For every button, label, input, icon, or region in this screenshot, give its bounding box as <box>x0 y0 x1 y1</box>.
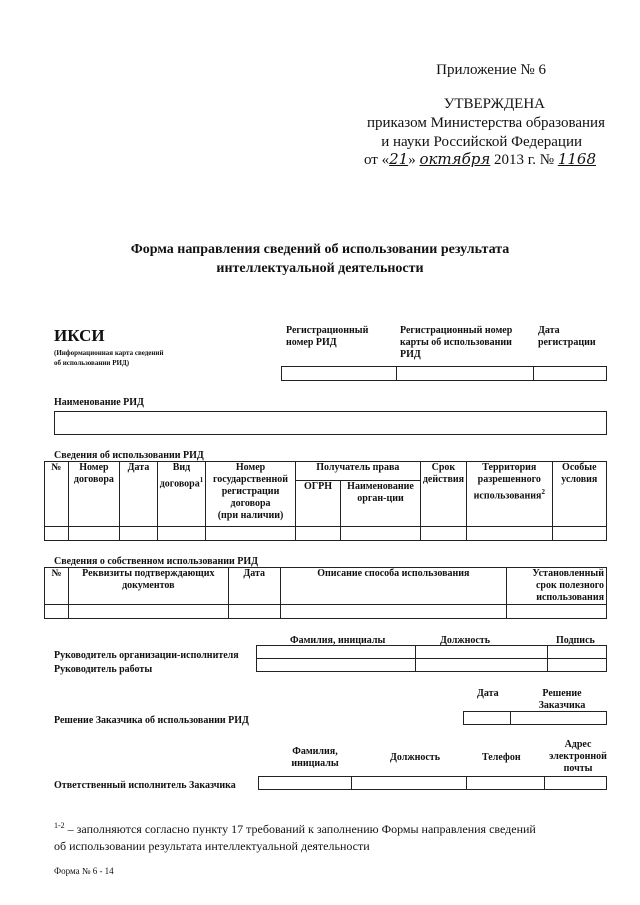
usage-h-num: № <box>45 462 69 527</box>
heads-h-signature: Подпись <box>556 635 595 646</box>
usage-h-term: Срок действия <box>420 462 466 527</box>
heads-h-position: Должность <box>440 635 491 646</box>
own-h-docs: Реквизиты подтверждающих документов <box>68 568 228 605</box>
usage-h-date: Дата <box>120 462 157 527</box>
resp-position-field[interactable] <box>351 776 467 790</box>
rid-name-label: Наименование РИД <box>54 397 144 408</box>
head-work-name-field[interactable] <box>256 658 416 672</box>
decision-h-date: Дата <box>477 688 499 699</box>
head-org-label: Руководитель организации-исполнителя <box>54 650 239 661</box>
usage-h-recipient: Получатель права <box>295 462 420 481</box>
head-work-position-field[interactable] <box>415 658 548 672</box>
head-org-name-field[interactable] <box>256 645 416 659</box>
reg-number-field[interactable] <box>281 366 397 381</box>
footnote: $^{1-2}$ – заполняются согласно пункту 17 требований к заполнению Формы направления сведений об использовании результата интеллектуальной деятельности <box>54 821 536 853</box>
decision-date-field[interactable] <box>463 711 511 725</box>
order-line-1: приказом Министерства образования <box>367 115 605 131</box>
resp-name-field[interactable] <box>258 776 352 790</box>
resp-h-position: Должность <box>390 752 441 763</box>
reg-number-header: Регистрационный номер РИД <box>286 325 369 348</box>
own-h-term: Установленный срок полезного использования <box>507 568 607 605</box>
usage-h-territory: Территория разрешенного использования$^2$ <box>467 462 553 527</box>
decision-value-field[interactable] <box>510 711 607 725</box>
appendix-number: Приложение № 6 <box>436 62 546 78</box>
ikci-subtitle: (Информационная карта сведений об использовании РИД) <box>54 349 164 367</box>
resp-email-field[interactable] <box>544 776 607 790</box>
handwritten-month: октября <box>419 150 491 168</box>
resp-h-name: Фамилия, инициалы <box>291 746 339 769</box>
reg-date-header: Дата регистрации <box>538 325 596 348</box>
usage-h-kind: Вид договора$^1$ <box>157 462 206 527</box>
own-h-date: Дата <box>228 568 280 605</box>
card-number-field[interactable] <box>396 366 534 381</box>
ikci-code: ИКСИ <box>54 326 105 345</box>
head-org-position-field[interactable] <box>415 645 548 659</box>
order-line-2: и науки Российской Федерации <box>381 134 582 150</box>
head-org-signature-field[interactable] <box>547 645 607 659</box>
usage-h-ogrn: ОГРН <box>295 481 340 527</box>
form-title: Форма направления сведений об использовании результата интеллектуальной деятельности <box>130 242 510 276</box>
own-h-desc: Описание способа использования <box>280 568 506 605</box>
own-usage-table <box>44 567 607 619</box>
decision-h-decision: Решение Заказчика <box>538 688 586 711</box>
decision-label: Решение Заказчика об использовании РИД <box>54 715 249 726</box>
head-work-label: Руководитель работы <box>54 664 153 675</box>
usage-table <box>44 461 607 541</box>
usage-section-title: Сведения об использовании РИД <box>54 450 204 461</box>
form-code: Форма № 6 - 14 <box>54 866 114 876</box>
handwritten-day: 21 <box>389 150 409 168</box>
card-number-header: Регистрационный номер карты об использовании РИД <box>400 325 513 360</box>
usage-h-orgname: Наименование орган-ции <box>341 481 421 527</box>
own-usage-row[interactable] <box>45 605 607 619</box>
handwritten-order-number: 1168 <box>557 150 596 168</box>
reg-date-field[interactable] <box>533 366 607 381</box>
own-h-num: № <box>45 568 69 605</box>
resp-h-phone: Телефон <box>482 752 521 763</box>
usage-h-state-reg: Номер государственной регистрации договора (при наличии) <box>206 462 296 527</box>
approved-label: УТВЕРЖДЕНА <box>443 96 545 112</box>
heads-h-name: Фамилия, инициалы <box>290 635 386 646</box>
resp-label: Ответственный исполнитель Заказчика <box>54 780 236 791</box>
usage-table-row[interactable] <box>45 527 607 541</box>
usage-h-special: Особые условия <box>552 462 606 527</box>
usage-h-contract: Номер договора <box>68 462 120 527</box>
resp-phone-field[interactable] <box>466 776 545 790</box>
head-work-signature-field[interactable] <box>547 658 607 672</box>
own-section-title: Сведения о собственном использовании РИД <box>54 556 259 567</box>
order-date-line: от «21» октября 2013 г. № 1168 <box>363 150 596 168</box>
rid-name-field[interactable] <box>54 411 607 435</box>
resp-h-email: Адрес электронной почты <box>549 739 607 774</box>
